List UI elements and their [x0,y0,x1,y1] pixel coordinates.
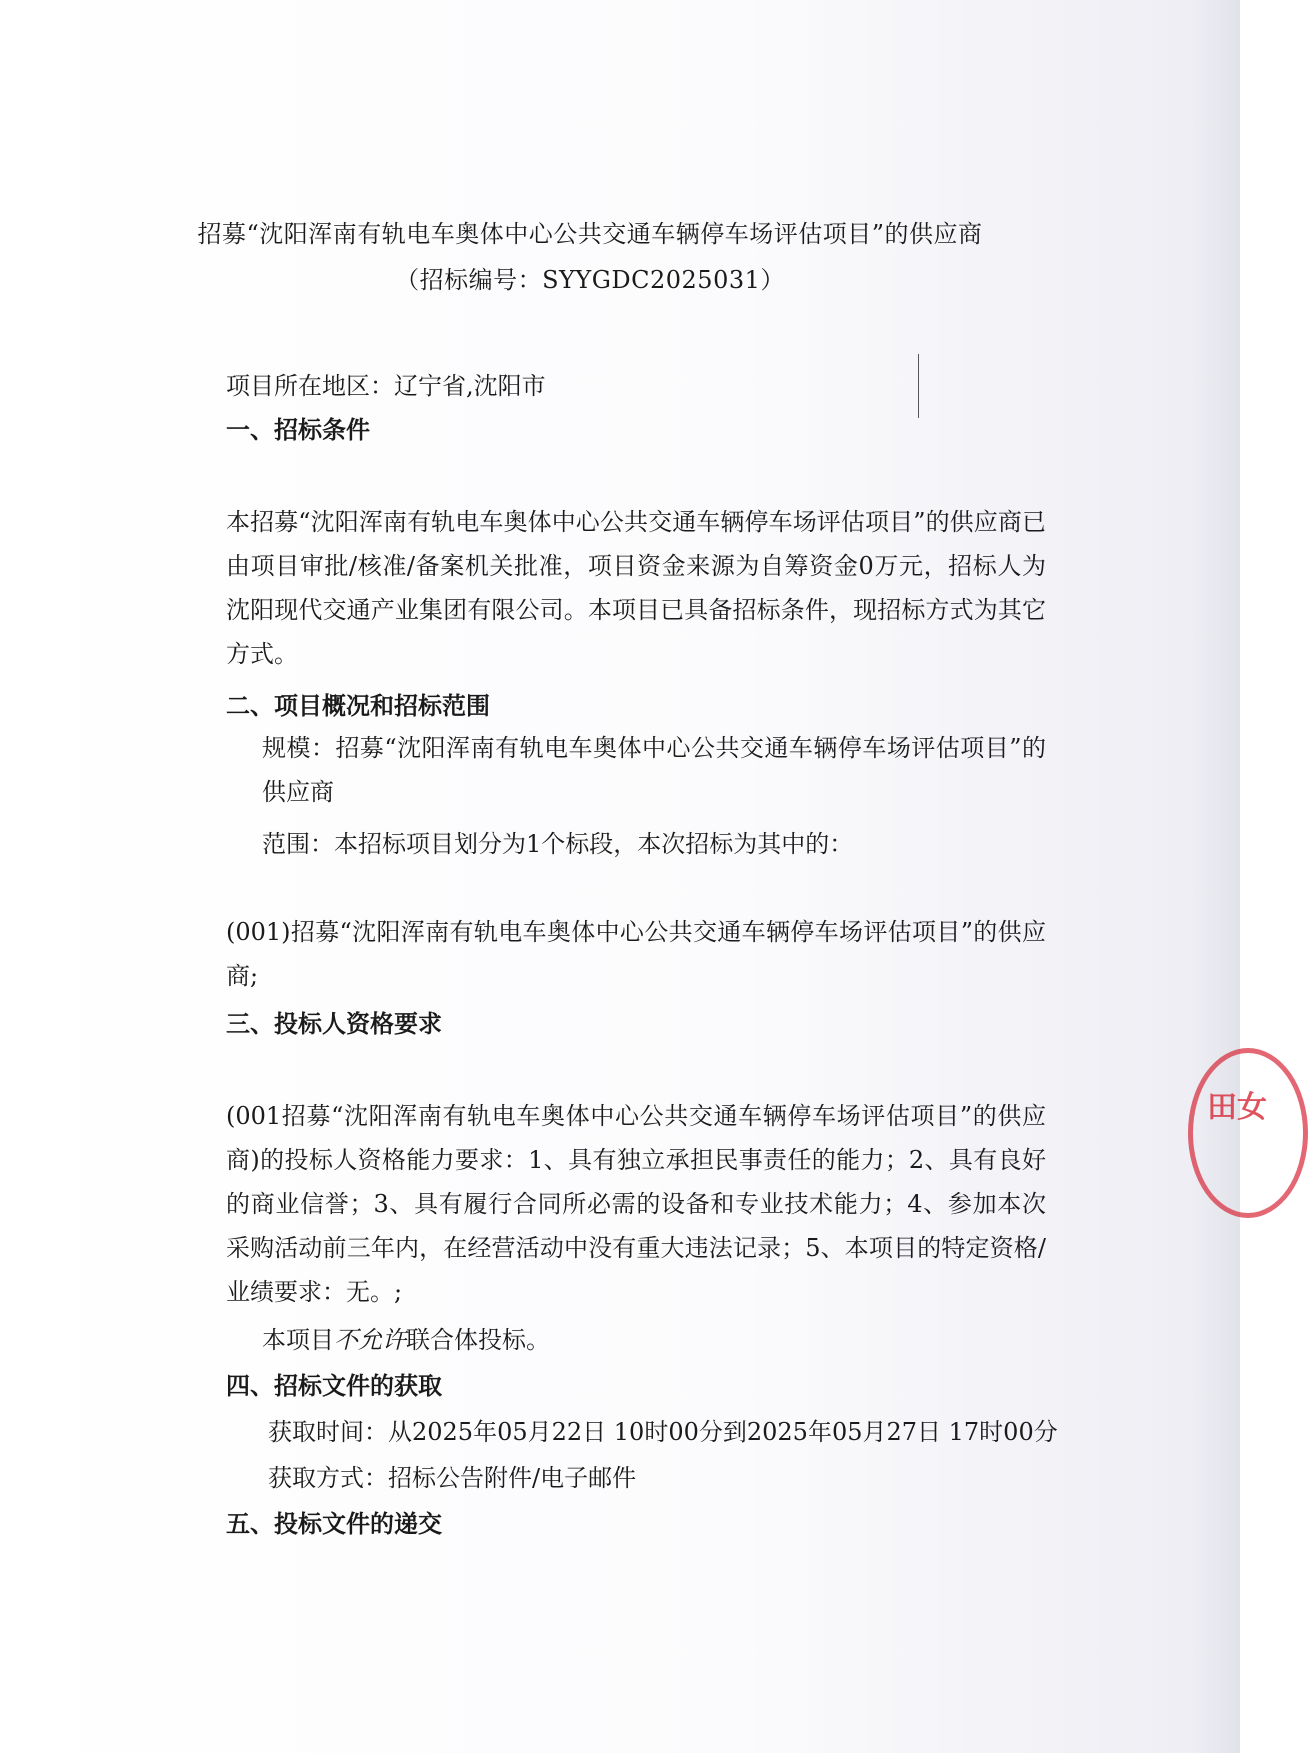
acquisition-method: 获取方式：招标公告附件/电子邮件 [268,1464,637,1492]
project-scope: 范围：本招标项目划分为1个标段，本次招标为其中的： [262,830,854,858]
project-scale: 规模：招募“沈阳浑南有轨电车奥体中心公共交通车辆停车场评估项目”的供应商 [262,734,1046,806]
tender-number: （招标编号：SYYGDC2025031） [395,266,785,294]
section-1-body: 本招募“沈阳浑南有轨电车奥体中心公共交通车辆停车场评估项目”的供应商已由项目审批/核准/备案机关批准，项目资金来源为自筹资金0万元，招标人为沈阳现代交通产业集团有限公司。本项目已具备招标条件，现招标方式为其它方式。 [226,508,1046,668]
section-2-heading: 二、项目概况和招标范围 [226,691,490,720]
section-1-heading: 一、招标条件 [226,415,370,444]
section-3-heading: 三、投标人资格要求 [226,1009,442,1038]
project-region: 项目所在地区：辽宁省,沈阳市 [226,372,546,400]
section-4-heading: 四、招标文件的获取 [226,1371,442,1400]
section-3-body: (001招募“沈阳浑南有轨电车奥体中心公共交通车辆停车场评估项目”的供应商)的投标人资格能力要求：1、具有独立承担民事责任的能力；2、具有良好的商业信誉；3、具有履行合同所必需的设备和专业技术能力；4、参加本次采购活动前三年内，在经营活动中没有重大违法记录；5、本项目的特定资格/业绩要求：无。; [226,1102,1046,1306]
consortium-not-allowed: 不允许 [334,1326,406,1354]
lot-001: (001)招募“沈阳浑南有轨电车奥体中心公共交通车辆停车场评估项目”的供应商; [226,918,1046,990]
official-seal: 田女 [1188,1048,1308,1218]
consortium-note: 本项目不允许联合体投标。 [262,1326,550,1354]
margin-mark [918,354,919,418]
section-5-heading: 五、投标文件的递交 [226,1509,442,1538]
acquisition-time: 获取时间：从2025年05月22日 10时00分到2025年05月27日 17时00分 [268,1418,1058,1446]
document-title: 招募“沈阳浑南有轨电车奥体中心公共交通车辆停车场评估项目”的供应商 [197,220,983,248]
